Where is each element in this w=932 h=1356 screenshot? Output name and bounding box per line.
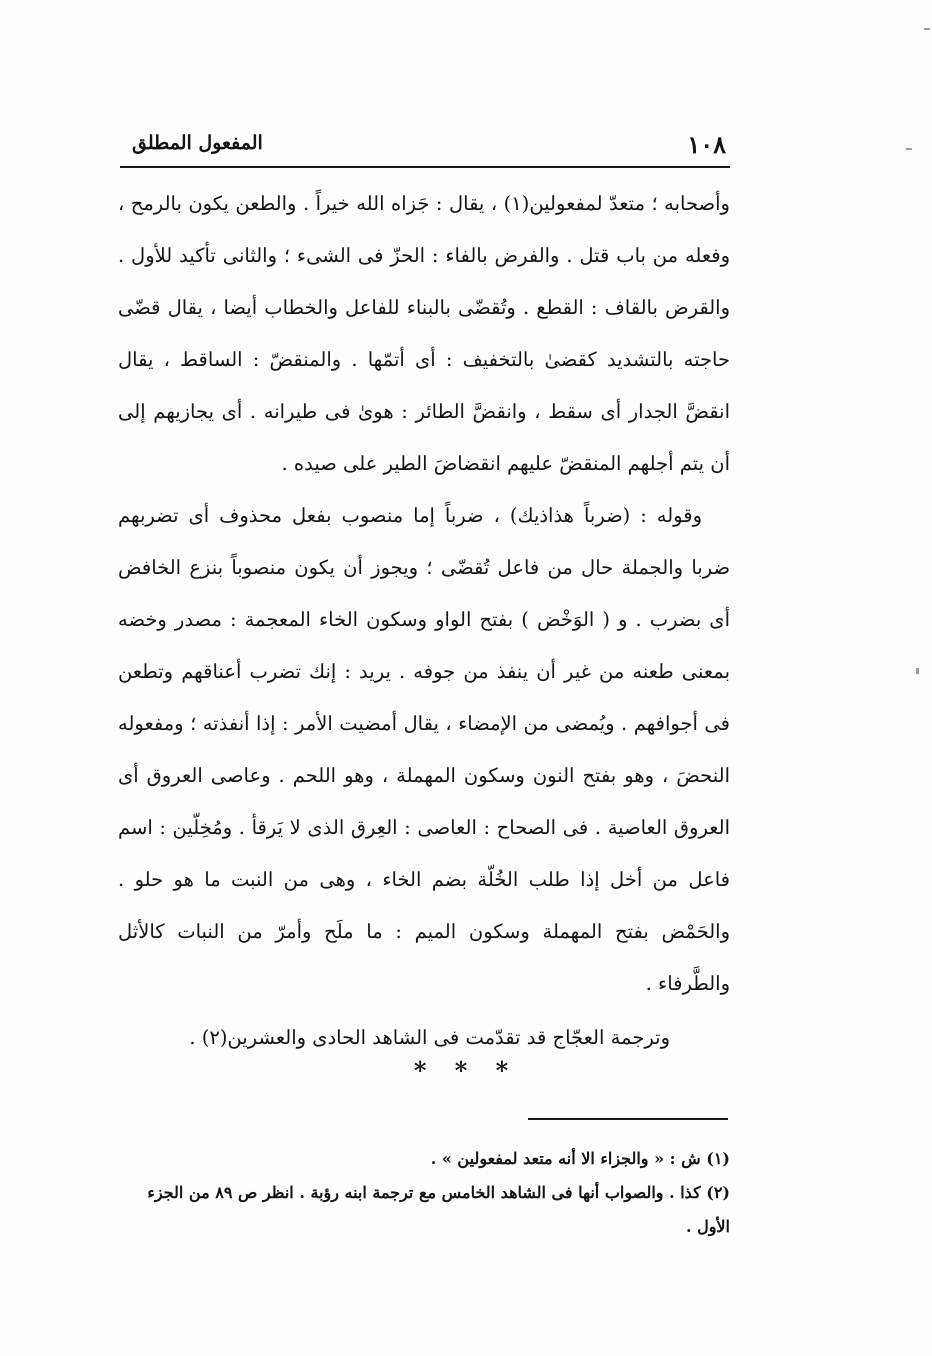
page-number: ١٠٨: [687, 130, 726, 159]
running-head: [120, 128, 730, 162]
scan-speck: [916, 668, 919, 674]
header-rule: [120, 166, 730, 168]
paragraph: وأصحابه ؛ متعدّ لمفعولين(١) ، يقال : جَزاه الله خيراً . والطعن يكون بالرمح ، وفعله من باب قتل . والفرض بالفاء : الحزّ فى الشىء ؛ والثانى تأكيد للأول . والقرض بالقاف : القطع . وتُقضّى بالبناء للفاعل والخطاب أيضا ، يقال قضّى حاجته بالتشديد كقضىٰ بالتخفيف : أى أتمّها . والمنقضّ : الساقط ، يقال انقضَّ الجدار أى سقط ، وانقضَّ الطائر : هوىٰ فى طيرانه . أى يجازيهم إلى أن يتم أجلهم المنقضّ عليهم انقضاضَ الطير على صيده .: [118, 192, 730, 475]
scan-speck: [924, 28, 930, 30]
footnote: (٢) كذا . والصواب أنها فى الشاهد الخامس مع ترجمة ابنه رؤبة . انظر ص ٨٩ من الجزء الأول .: [147, 1183, 730, 1236]
footnote-rule: [528, 1118, 728, 1120]
scan-speck: [906, 148, 912, 150]
footnotes: [118, 1142, 730, 1244]
paragraph: وقوله : (ضرباً هذاذيك) ، ضرباً إما منصوب بفعل محذوف أى تضربهم ضربا والجملة حال من فاعل تُقضّى ؛ ويجوز أن يكون منصوباً بنزع الخافض أى بضرب . و ( الوَخْض ) بفتح الواو وسكون الخاء المعجمة : مصدر وخضه بمعنى طعنه من غير أن ينفذ من جوفه . يريد : إنك تضرب أعناقهم وتطعن فى أجوافهم . ويُمضى من الإمضاء ، يقال أمضيت الأمر : إذا أنفذته ؛ ومفعوله النحضَ ، وهو بفتح النون وسكون المهملة ، وهو اللحم . وعاصى العروق أى العروق العاصية . فى الصحاح : العاصى : العِرق الذى لا يَرقأ . ومُخِلّين : اسم فاعل من أخل إذا طلب الخُلّة بضم الخاء ، وهى من النبت ما هو حلو . والحَمْض بفتح المهملة وسكون الميم : ما ملَح وأمرّ من النبات كالأثل والطَّرفاء .: [118, 504, 730, 995]
paragraph: وترجمة العجّاج قد تقدّمت فى الشاهد الحادى والعشرين(٢) .: [189, 1026, 670, 1049]
footnote: (١) ش : « والجزاء الا أنه متعد لمفعولين » .: [430, 1149, 730, 1168]
section-separator: * * *: [413, 1056, 519, 1085]
main-text: [118, 178, 730, 1064]
chapter-title: المفعول المطلق: [132, 132, 263, 154]
